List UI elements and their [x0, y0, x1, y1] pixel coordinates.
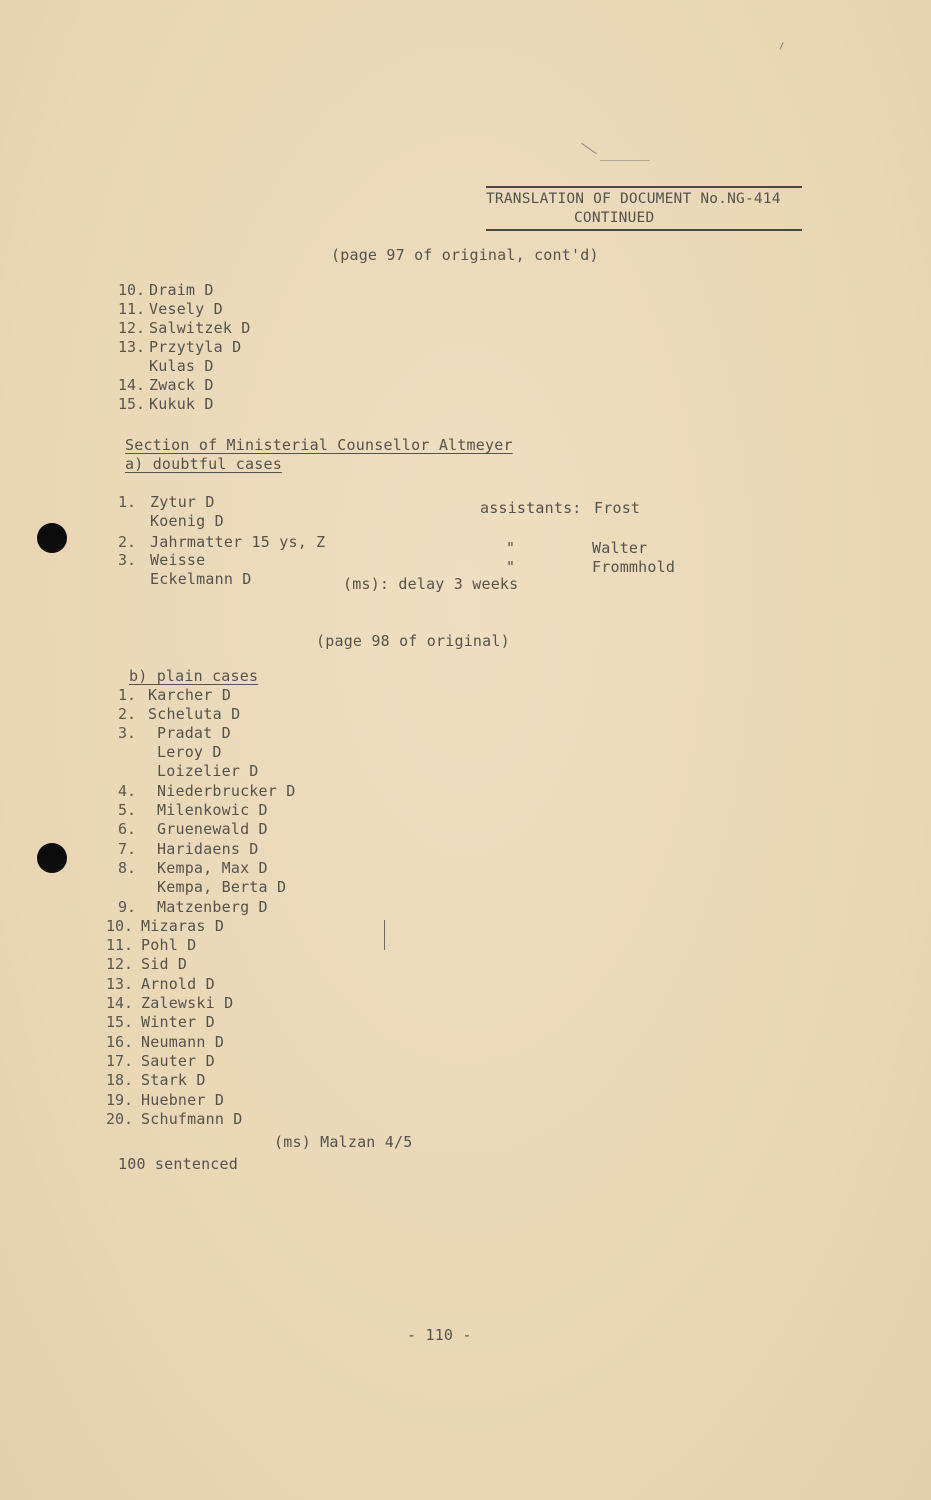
- list2-number: 1.: [118, 493, 137, 511]
- document-title: TRANSLATION OF DOCUMENT No.NG-414: [486, 191, 781, 207]
- list2-name: Eckelmann D: [150, 570, 252, 588]
- list1-name: Draim D: [149, 281, 214, 299]
- section-subtitle: a) doubtful cases: [125, 455, 282, 473]
- list3-number: 9.: [118, 898, 137, 916]
- list3-number: 1.: [118, 686, 137, 704]
- document-subtitle: CONTINUED: [574, 210, 655, 226]
- list3-number: 7.: [118, 840, 137, 858]
- list3-name: Milenkowic D: [157, 801, 268, 819]
- list3-number: 20.: [106, 1110, 134, 1128]
- list3-name: Niederbrucker D: [157, 782, 296, 800]
- list3-number: 10.: [106, 917, 134, 935]
- list1-number: 10.: [118, 281, 146, 299]
- stray-mark: [384, 920, 385, 950]
- list3-number: 12.: [106, 955, 134, 973]
- list2-name: Weisse: [150, 551, 206, 569]
- list1-name: Kulas D: [149, 357, 214, 375]
- list3-name: Stark D: [141, 1071, 206, 1089]
- punch-hole-bottom: [37, 843, 67, 873]
- list3-number: 8.: [118, 859, 137, 877]
- list3-number: 19.: [106, 1091, 134, 1109]
- list3-number: 6.: [118, 820, 137, 838]
- sentenced-total: 100 sentenced: [118, 1155, 238, 1173]
- list3-number: 14.: [106, 994, 134, 1012]
- list3-name: Pohl D: [141, 936, 197, 954]
- list3-number: 13.: [106, 975, 134, 993]
- list1-name: Zwack D: [149, 376, 214, 394]
- list1-name: Vesely D: [149, 300, 223, 318]
- list1-number: 14.: [118, 376, 146, 394]
- list3-name: Sauter D: [141, 1052, 215, 1070]
- list3-name: Schufmann D: [141, 1110, 243, 1128]
- stray-mark: [600, 160, 650, 161]
- list3-name: Scheluta D: [148, 705, 241, 723]
- list3-name: Kempa, Max D: [157, 859, 268, 877]
- list3-number: 5.: [118, 801, 137, 819]
- malzan-note: (ms) Malzan 4/5: [274, 1133, 413, 1151]
- assistant-name: Walter: [592, 539, 648, 557]
- list2-name: Koenig D: [150, 512, 224, 530]
- title-rule-top: [486, 186, 802, 188]
- ditto-mark: ": [506, 558, 516, 576]
- stray-mark: [581, 143, 596, 154]
- stray-mark: [779, 42, 783, 50]
- plain-cases-heading: [129, 667, 258, 686]
- list1-number: 13.: [118, 338, 146, 356]
- list1-number: 12.: [118, 319, 146, 337]
- list3-name: Neumann D: [141, 1033, 225, 1051]
- list3-name: Huebner D: [141, 1091, 225, 1109]
- ditto-mark: ": [506, 539, 516, 557]
- assistants-label: assistants:: [480, 499, 582, 517]
- assistant-name: Frost: [594, 499, 641, 517]
- list3-number: 16.: [106, 1033, 134, 1051]
- list2-number: 2.: [118, 533, 137, 551]
- list3-name: Kempa, Berta D: [157, 878, 287, 896]
- list3-name: Gruenewald D: [157, 820, 268, 838]
- list3-number: 11.: [106, 936, 134, 954]
- list3-name: Zalewski D: [141, 994, 234, 1012]
- list3-name: Haridaens D: [157, 840, 259, 858]
- list3-name: Arnold D: [141, 975, 215, 993]
- list2-name: Jahrmatter 15 ys, Z: [150, 533, 326, 551]
- list1-number: 11.: [118, 300, 146, 318]
- list3-number: 2.: [118, 705, 137, 723]
- list3-number: 4.: [118, 782, 137, 800]
- list3-number: 17.: [106, 1052, 134, 1070]
- list1-number: 15.: [118, 395, 146, 413]
- list3-name: Mizaras D: [141, 917, 225, 935]
- delay-note: (ms): delay 3 weeks: [343, 575, 519, 593]
- list3-name: Matzenberg D: [157, 898, 268, 916]
- list3-name: Sid D: [141, 955, 188, 973]
- list2-number: 3.: [118, 551, 137, 569]
- list3-name: Karcher D: [148, 686, 232, 704]
- plain-cases-heading-text: b) plain cases: [129, 667, 259, 685]
- punch-hole-top: [37, 523, 67, 553]
- list1-name: Salwitzek D: [149, 319, 251, 337]
- list2-name: Zytur D: [150, 493, 215, 511]
- list3-name: Leroy D: [157, 743, 222, 761]
- title-rule-bottom: [486, 229, 802, 231]
- list3-name: Loizelier D: [157, 762, 259, 780]
- list3-name: Pradat D: [157, 724, 231, 742]
- assistant-name: Frommhold: [592, 558, 676, 576]
- page-98-note: (page 98 of original): [316, 632, 510, 650]
- list3-number: 3.: [118, 724, 137, 742]
- page-97-note: (page 97 of original, cont'd): [331, 246, 599, 264]
- section-title: Section of Ministerial Counsellor Altmeyer: [125, 436, 513, 454]
- page-number: - 110 -: [407, 1326, 472, 1344]
- list3-number: 18.: [106, 1071, 134, 1089]
- list3-name: Winter D: [141, 1013, 215, 1031]
- list1-name: Kukuk D: [149, 395, 214, 413]
- list3-number: 15.: [106, 1013, 134, 1031]
- list1-name: Przytyla D: [149, 338, 242, 356]
